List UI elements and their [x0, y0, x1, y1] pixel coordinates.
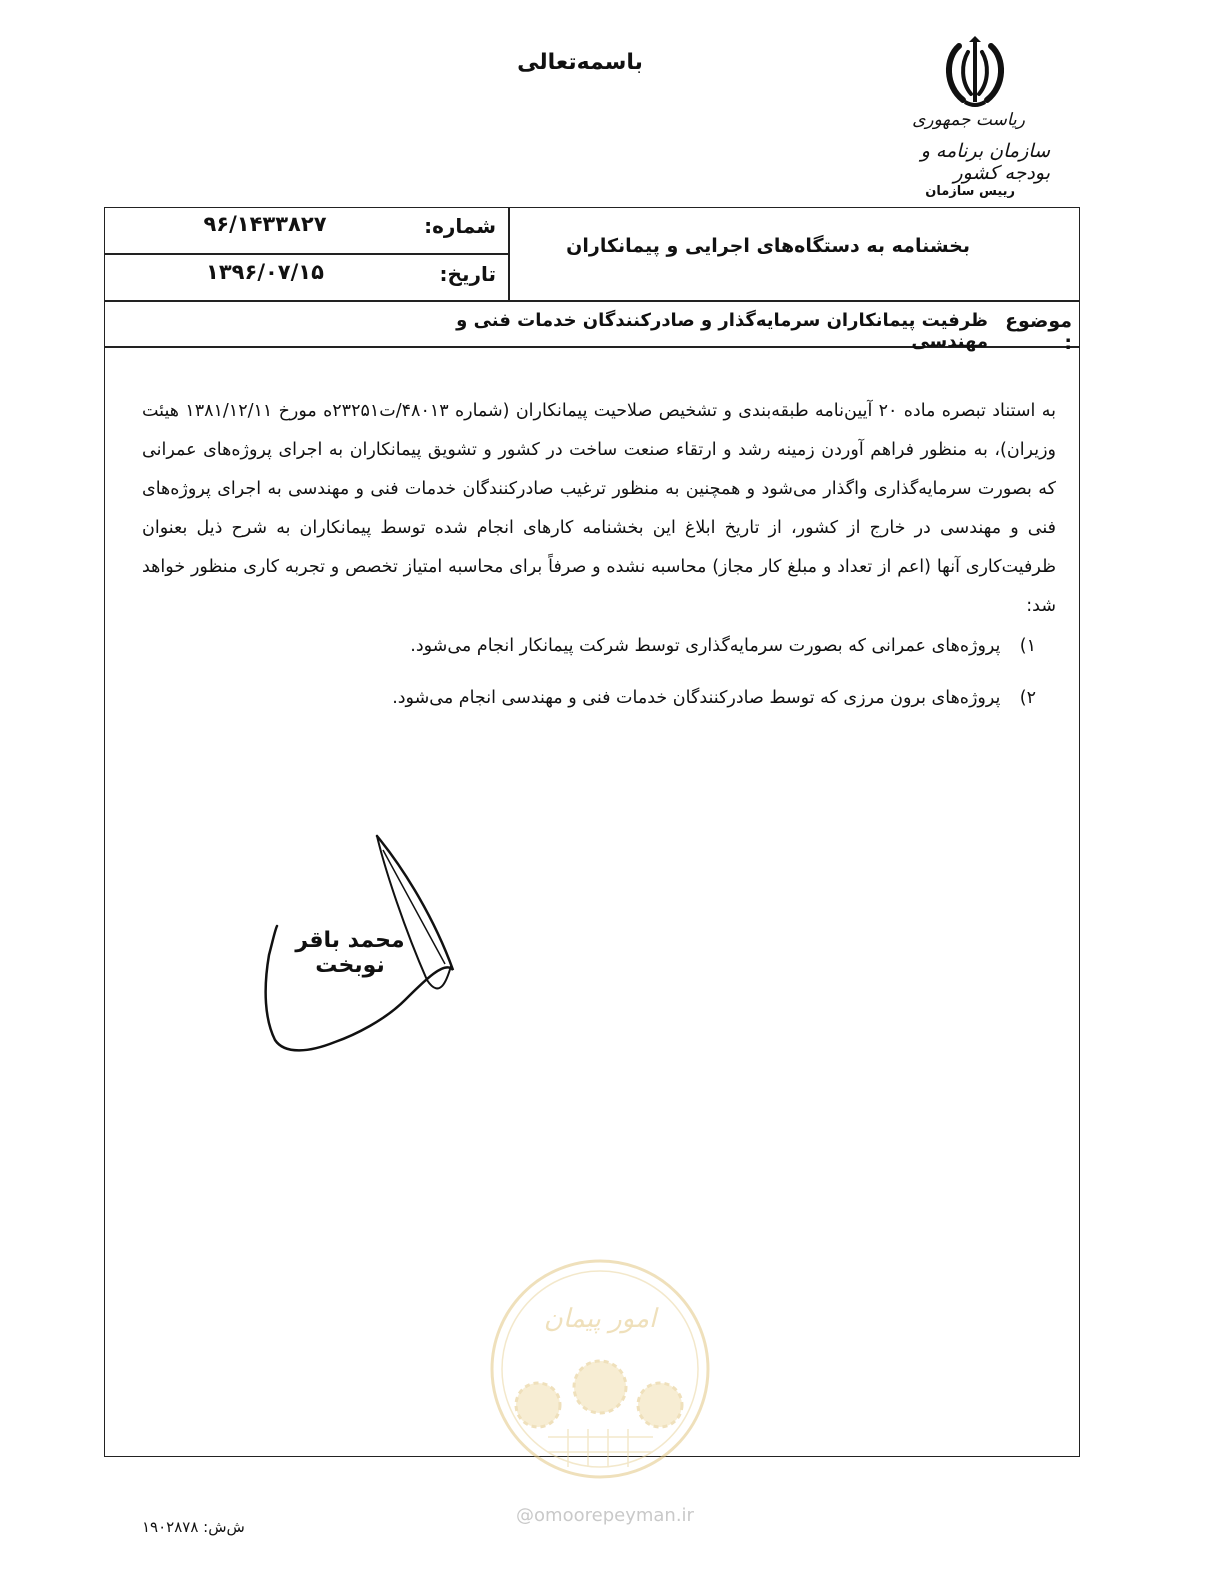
- list-item: [300, 688, 1036, 708]
- invocation-heading: باسمه‌تعالی: [517, 50, 643, 75]
- date-value: ۱۳۹۶/۰۷/۱۵: [206, 260, 324, 284]
- number-value: ۹۶/۱۴۳۳۸۲۷: [203, 212, 327, 236]
- list-item-text: پروژه‌های عمرانی که بصورت سرمایه‌گذاری توسط شرکت پیمانکار انجام می‌شود.: [410, 636, 1001, 656]
- reference-code: ش‌ش: ۱۹۰۲۸۷۸: [142, 1518, 245, 1536]
- subject-text: ظرفیت پیمانکاران سرمایه‌گذار و صادرکنندگان خدمات فنی و مهندسی: [456, 310, 988, 352]
- signer-name: محمد باقر نوبخت: [295, 928, 405, 978]
- list-item-number: ۱): [1019, 636, 1036, 656]
- meta-divider: [104, 253, 509, 255]
- body-paragraph: به استناد تبصره ماده ۲۰ آیین‌نامه طبقه‌بندی و تشخیص صلاحیت پیمانکاران (شماره ۴۸۰۱۳/ت۲۳۲۵۱ه مورخ ۱۳۸۱/۱۲/۱۱ هیئت وزیران)، به منظور فراهم آوردن زمینه رشد و ارتقاء صنعت ساخت در کشور و تشویق پیمانکاران به اجرای پروژه‌های عمرانی که بصورت سرمایه‌گذاری واگذار می‌شود و همچنین به منظور ترغیب صادرکنندگان خدمات فنی و مهندسی به اجرای پروژه‌های فنی و مهندسی در خارج از کشور، از تاریخ ابلاغ این بخشنامه کارهای انجام شده توسط پیمانکاران به شرح ذیل بعنوان ظرفیت‌کاری آنها (اعم از تعداد و مبلغ کار مجاز) محاسبه نشده و صرفاً برای محاسبه امتیاز تخصص و تجربه کاری منظور خواهد شد:: [142, 401, 1056, 616]
- list-item-number: ۲): [1019, 688, 1036, 708]
- header-bottom-line: [104, 300, 1080, 302]
- watermark-url: @omoorepeyman.ir: [516, 1505, 694, 1526]
- org-line-presidency: ریاست جمهوری: [912, 110, 1025, 130]
- org-line-head: رییس سازمان: [925, 184, 1015, 199]
- date-label: تاریخ:: [439, 262, 496, 286]
- list-item: [300, 636, 1036, 656]
- iran-emblem-icon: [935, 36, 1015, 108]
- org-line-organization: سازمان برنامه و بودجه کشور: [920, 140, 1050, 184]
- list-item-text: پروژه‌های برون مرزی که توسط صادرکنندگان خدمات فنی و مهندسی انجام می‌شود.: [392, 688, 1001, 708]
- gear-seal-watermark: [488, 1257, 713, 1482]
- number-label: شماره:: [424, 214, 496, 238]
- subject-label: موضوع :: [1005, 310, 1072, 354]
- document-title: بخشنامه به دستگاه‌های اجرایی و پیمانکاران: [566, 235, 970, 257]
- watermark-logo-text: امور پیمان: [543, 1304, 657, 1334]
